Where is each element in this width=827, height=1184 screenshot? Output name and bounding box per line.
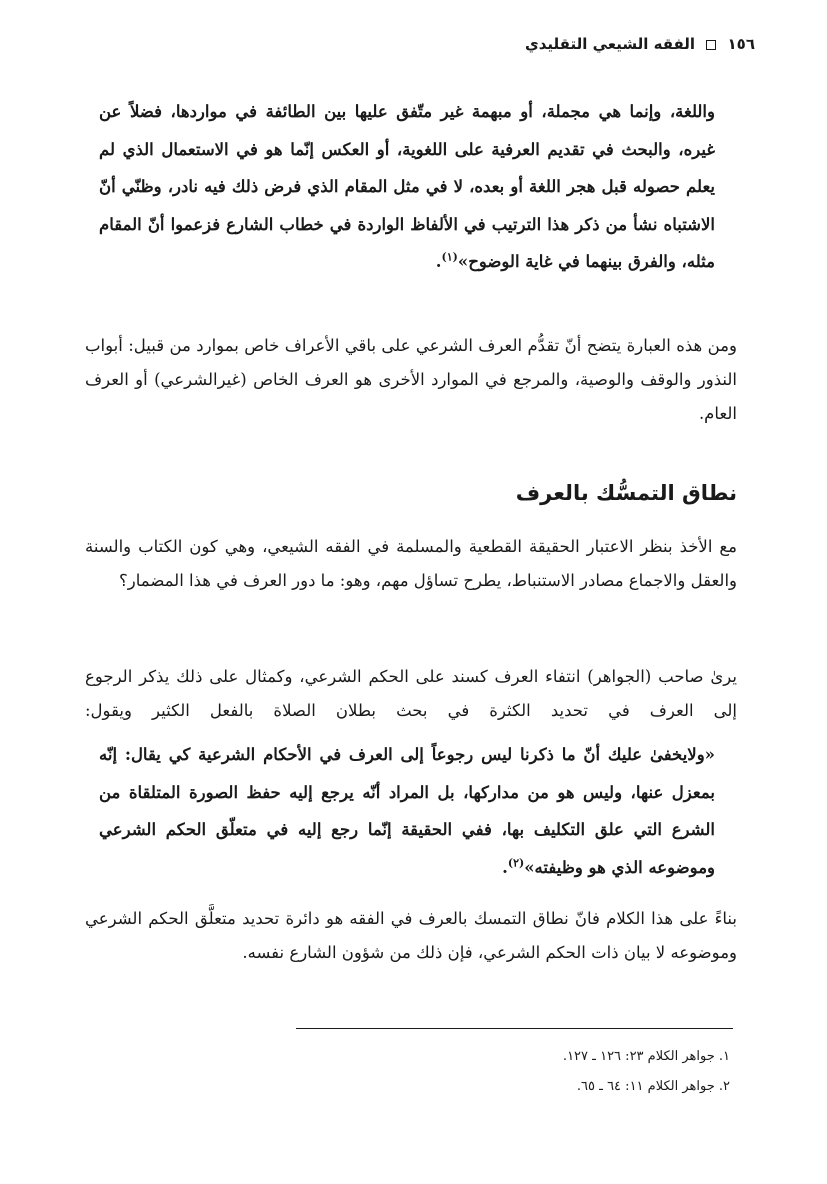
footnote-ref-2[interactable]: (٢) xyxy=(507,856,525,869)
block-quote-1: واللغة، وإنما هي مجملة، أو مبهمة غير متّفق عليها بين الطائفة في مواردها، فضلاً عن غيره، والبحث في تقديم العرفية على اللغوية، أو العكس إنّما هو في الاستعمال الذي لم يعلم حصوله قبل هجر اللغة أو بعده، لا في مثل المقام الذي فرض ذلك فيه نادر، وظنّي أنّ الاشتباه نشأ من ذكر هذا الترتيب في الألفاظ الواردة في خطاب الشارع فزعموا أنّ المقام مثله، والفرق بينهما في غاية الوضوح»$^{(١)}$. xyxy=(99,102,715,271)
section-heading: نطاق التمسُّك بالعرف xyxy=(515,481,737,505)
separator-square-icon xyxy=(706,40,716,50)
footnote-1: ١. جواهر الكلام ٢٣: ١٢٦ ـ ١٢٧. xyxy=(562,1049,730,1064)
paragraph-1: ومن هذه العبارة يتضح أنّ تقدُّم العرف الشرعي على باقي الأعراف خاص بموارد من قبيل: أبواب النذور والوقف والوصية، والمرجع في الموارد الأخرى هو العرف الخاص (غيرالشرعي) أو العرف العام. xyxy=(85,336,737,423)
quote-2-text: «ولايخفىٰ عليك أنّ ما ذكرنا ليس رجوعاً إلى العرف في الأحكام الشرعية كي يقال: إنّه بمعزل عنها، وليس هو من مداركها، بل المراد أنّه يرجع إليه حفظ الصورة المتلقاة من الشرع التي علق التكليف بها، ففي الحقيقة إنّما رجع إليه في متعلّق الحكم الشرعي وموضوعه الذي هو وظيفته» xyxy=(99,745,715,877)
paragraph-3: يرىٰ صاحب (الجواهر) انتفاء العرف كسند على الحكم الشرعي، وكمثال على ذلك يذكر الرجوع إلى العرف في تحديد الكثرة في بحث بطلان الصلاة بالفعل الكثير ويقول: xyxy=(85,667,737,720)
page-number: ١٥٦ xyxy=(727,35,755,53)
paragraph-2: مع الأخذ بنظر الاعتبار الحقيقة القطعية والمسلمة في الفقه الشيعي، وهي كون الكتاب والسنة والعقل والاجماع مصادر الاستنباط، يطرح تساؤل مهم، وهو: ما دور العرف في هذا المضمار؟ xyxy=(85,537,737,590)
book-title: الفقه الشيعي التقليدي xyxy=(525,35,696,53)
block-quote-2: «ولايخفىٰ عليك أنّ ما ذكرنا ليس رجوعاً إلى العرف في الأحكام الشرعية كي يقال: إنّه بمعزل عنها، وليس هو من مداركها، بل المراد أنّه يرجع إليه حفظ الصورة المتلقاة من الشرع التي علق التكليف بها، ففي الحقيقة إنّما رجع إليه في متعلّق الحكم الشرعي وموضوعه الذي هو وظيفته»$^{(٢)}$. xyxy=(99,745,715,877)
running-header xyxy=(525,34,755,54)
footnote-ref-1[interactable]: (١) xyxy=(441,250,458,264)
paragraph-4: بناءً على هذا الكلام فانّ نطاق التمسك بالعرف في الفقه هو دائرة تحديد متعلَّق الحكم الشرعي وموضوعه لا بيان ذات الحكم الشرعي، فإن ذلك من شؤون الشارع نفسه. xyxy=(85,909,737,962)
quote-1-text: واللغة، وإنما هي مجملة، أو مبهمة غير متّفق عليها بين الطائفة في مواردها، فضلاً عن غيره، والبحث في تقديم العرفية على اللغوية، أو العكس إنّما هو في الاستعمال الذي لم يعلم حصوله قبل هجر اللغة أو بعده، لا في مثل المقام الذي فرض ذلك فيه نادر، وظنّي أنّ الاشتباه نشأ من ذكر هذا الترتيب في الألفاظ الواردة في خطاب الشارع فزعموا أنّ المقام مثله، والفرق بينهما في غاية الوضوح» xyxy=(99,102,715,271)
footnote-divider xyxy=(296,1028,733,1029)
footnote-2: ٢. جواهر الكلام ١١: ٦٤ ـ ٦٥. xyxy=(576,1079,730,1094)
